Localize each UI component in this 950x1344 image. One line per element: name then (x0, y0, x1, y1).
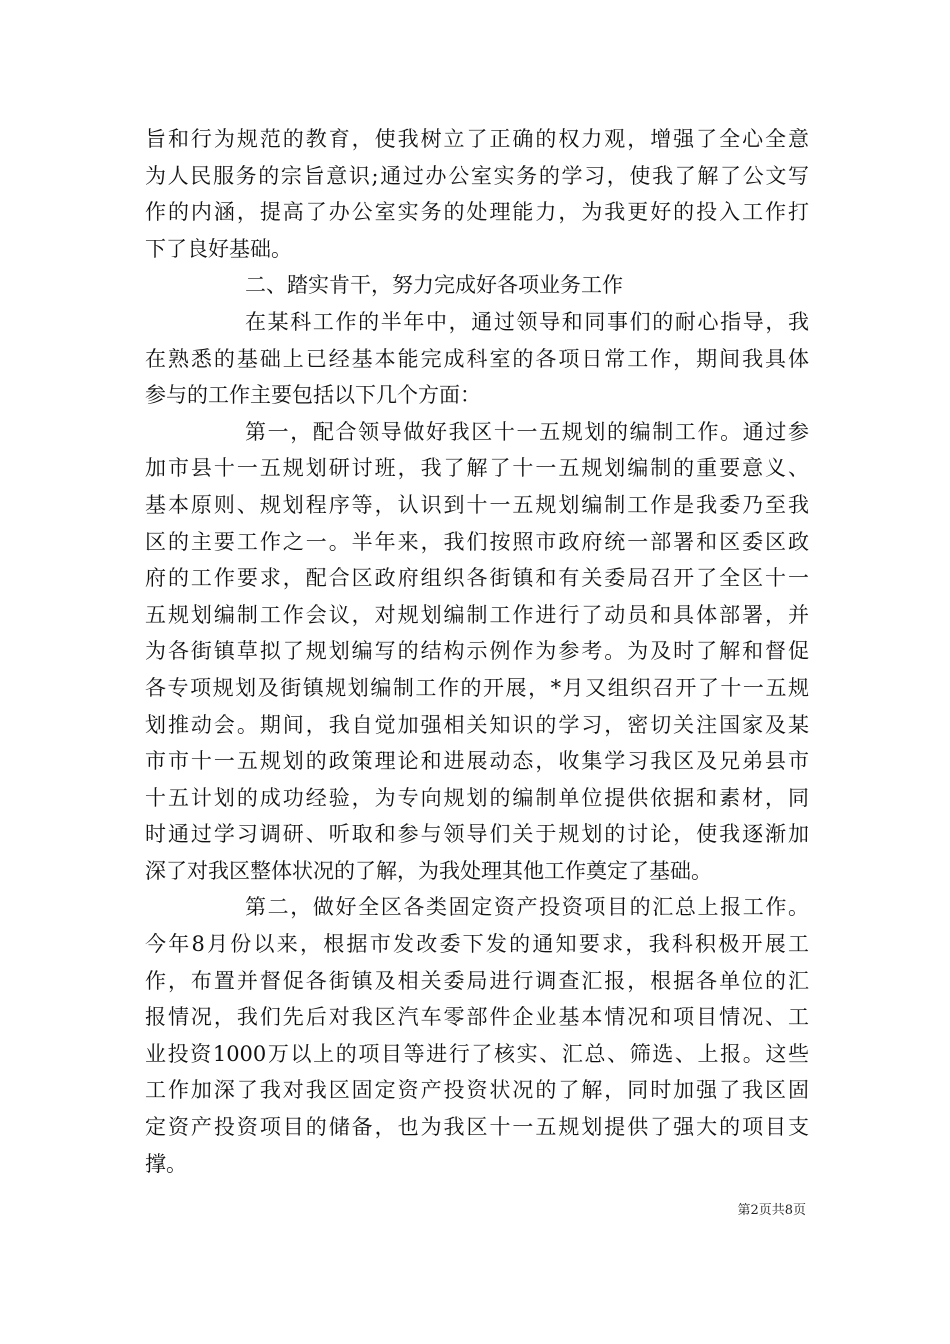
text-line: 在某科工作的半年中，通过领导和同事们的耐心指导，我 (245, 309, 809, 334)
text-line: 作的内涵，提高了办公室实务的处理能力，为我更好的投入工作打 (145, 200, 809, 225)
text-line: 撑。 (145, 1151, 187, 1176)
page-number: 第2页共8页 (737, 1203, 806, 1218)
text-line: 报情况，我们先后对我区汽车零部件企业基本情况和项目情况、工 (145, 1005, 809, 1030)
text-line: 在熟悉的基础上已经基本能完成科室的各项日常工作，期间我具体 (145, 346, 809, 371)
text-line: 区的主要工作之一。半年来，我们按照市政府统一部署和区委区政 (145, 529, 809, 554)
text-line: 府的工作要求，配合区政府组织各街镇和有关委局召开了全区十一 (145, 566, 809, 591)
text-line: 时通过学习调研、听取和参与领导们关于规划的讨论，使我逐渐加 (145, 822, 809, 847)
text-line: 市市十一五规划的政策理论和进展动态，收集学习我区及兄弟县市 (145, 749, 809, 774)
text-line: 参与的工作主要包括以下几个方面： (145, 383, 481, 408)
text-line: 为各街镇草拟了规划编写的结构示例作为参考。为及时了解和督促 (145, 639, 809, 664)
text-line: 各专项规划及街镇规划编制工作的开展，*月又组织召开了十一五规 (145, 675, 809, 700)
text-line: 旨和行为规范的教育，使我树立了正确的权力观，增强了全心全意 (145, 127, 809, 151)
text-line: 下了良好基础。 (145, 236, 292, 261)
text-line: 划推动会。期间，我自觉加强相关知识的学习，密切关注国家及某 (145, 712, 809, 737)
document-body (145, 121, 809, 1182)
text-line: 二、踏实肯干，努力完成好各项业务工作 (245, 273, 623, 298)
text-line: 十五计划的成功经验，为专向规划的编制单位提供依据和素材，同 (145, 785, 809, 810)
text-line: 今年8月份以来，根据市发改委下发的通知要求，我科积极开展工 (145, 932, 809, 957)
text-line: 第二，做好全区各类固定资产投资项目的汇总上报工作。 (245, 895, 809, 920)
text-line: 第一，配合领导做好我区十一五规划的编制工作。通过参 (245, 419, 809, 444)
text-line: 基本原则、规划程序等，认识到十一五规划编制工作是我委乃至我 (145, 492, 809, 517)
text-line: 业投资1000万以上的项目等进行了核实、汇总、筛选、上报。这些 (145, 1041, 809, 1066)
text-line: 深了对我区整体状况的了解，为我处理其他工作奠定了基础。 (145, 858, 712, 883)
text-line: 作，布置并督促各街镇及相关委局进行调查汇报，根据各单位的汇 (145, 968, 809, 993)
text-line: 为人民服务的宗旨意识;通过办公室实务的学习，使我了解了公文写 (145, 163, 809, 188)
text-line: 工作加深了我对我区固定资产投资状况的了解，同时加强了我区固 (145, 1078, 809, 1103)
text-line: 五规划编制工作会议，对规划编制工作进行了动员和具体部署，并 (145, 602, 809, 627)
text-line: 加市县十一五规划研讨班，我了解了十一五规划编制的重要意义、 (145, 456, 809, 481)
text-line: 定资产投资项目的储备，也为我区十一五规划提供了强大的项目支 (145, 1115, 809, 1140)
